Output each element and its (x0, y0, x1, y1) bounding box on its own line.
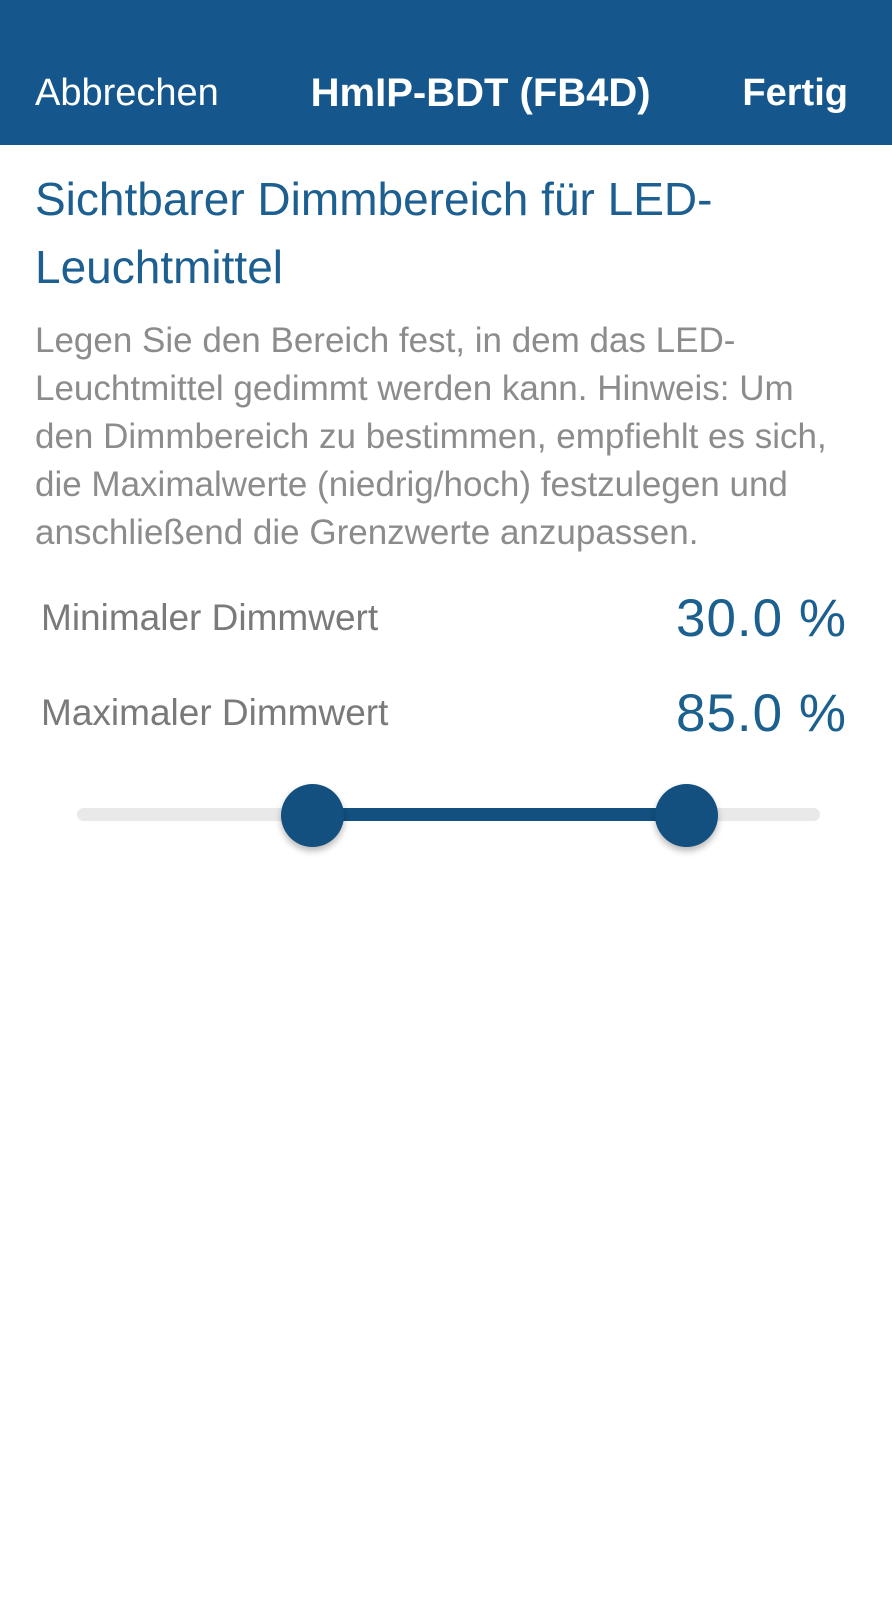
min-dimm-value: 30.0 % (675, 588, 847, 648)
description-text: Legen Sie den Bereich fest, in dem das LED-Leuchtmittel gedimmt werden kann. Hinweis: Um den Dimmbereich zu bestimmen, empfiehlt es sich, die Maximalwerte (niedrig/hoch) festzulegen und anschließend die Grenzwerte anzupassen. (35, 321, 827, 552)
done-button[interactable]: Fertig (742, 72, 848, 115)
slider-handle-max[interactable] (655, 784, 718, 847)
page-title: Sichtbarer Dimmbereich für LED-Leuchtmittel (35, 173, 713, 293)
slider-active-range (313, 808, 687, 821)
nav-title: HmIP-BDT (FB4D) (310, 71, 651, 115)
value-rows (35, 587, 857, 744)
max-dimm-value: 85.0 % (675, 683, 847, 743)
cancel-button[interactable]: Abbrechen (35, 72, 219, 115)
range-slider[interactable] (77, 780, 820, 850)
settings-content (0, 145, 892, 850)
slider-handle-min[interactable] (281, 784, 344, 847)
min-dimm-label: Minimaler Dimmwert (41, 597, 379, 638)
nav-bar (0, 0, 892, 145)
max-dimm-row (35, 682, 857, 744)
max-dimm-label: Maximaler Dimmwert (41, 692, 389, 733)
min-dimm-row (35, 587, 857, 649)
